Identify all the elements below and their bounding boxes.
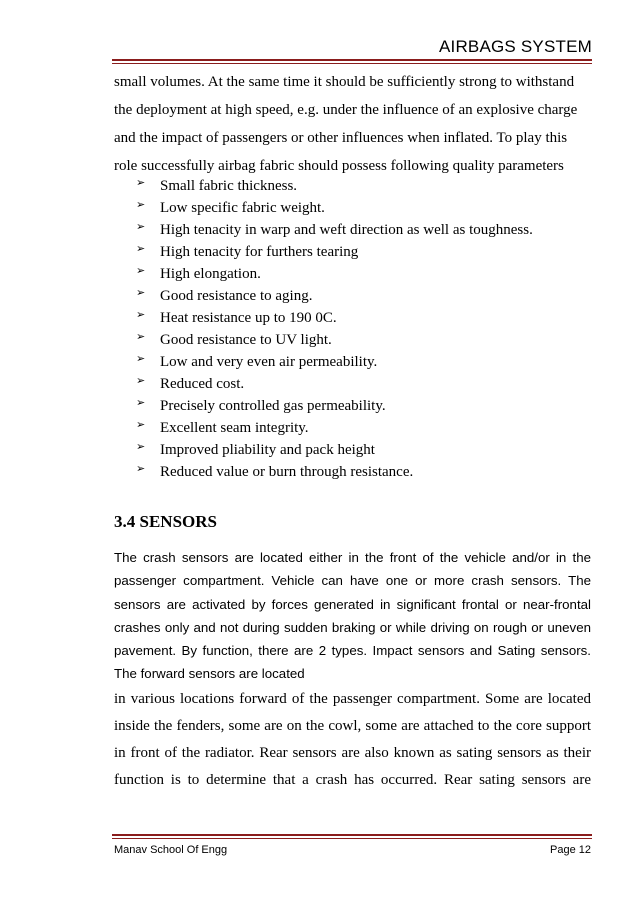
list-item-text: Heat resistance up to 190 0C. — [160, 310, 337, 326]
arrow-bullet-icon: ➢ — [136, 463, 146, 475]
footer-school-name: Manav School Of Engg — [114, 844, 228, 856]
list-item — [114, 263, 594, 285]
arrow-bullet-icon: ➢ — [136, 441, 146, 453]
section-heading: 3.4 SENSORS — [114, 512, 217, 531]
arrow-bullet-icon: ➢ — [136, 331, 146, 343]
arrow-bullet-icon: ➢ — [136, 199, 146, 211]
sensors-paragraph-serif: in various locations forward of the passenger compartment. Some are located inside the fenders, some are on the cowl, some are attached to the core support in front of the radiator. Rear sensors are also known as sating sensors as their function is to determine that a crash has occurred. Rear sating sensors are — [114, 691, 591, 788]
arrow-bullet-icon: ➢ — [136, 177, 146, 189]
list-item — [114, 395, 594, 417]
list-item-text: Improved pliability and pack height — [160, 442, 375, 458]
arrow-bullet-icon: ➢ — [136, 287, 146, 299]
intro-paragraph: small volumes. At the same time it should be sufficiently strong to withstand the deployment at high speed, e.g. under the influence of an explosive charge and the impact of passengers or other influences when inflated. To play this role successfully airbag fabric should possess following quality parameters — [114, 74, 578, 174]
sensors-paragraph-sans: The crash sensors are located either in the front of the vehicle and/or in the passenger compartment. Vehicle can have one or more crash sensors. The sensors are activated by forces generated in significant frontal or near-frontal crashes only and not during sudden braking or while driving on rough or uneven pavement. By function, there are 2 types. Impact sensors and Sating sensors. The forward sensors are located — [114, 550, 591, 682]
quality-parameters-list — [114, 175, 594, 483]
list-item — [114, 175, 594, 197]
list-item-text: Low and very even air permeability. — [160, 354, 378, 370]
arrow-bullet-icon: ➢ — [136, 353, 146, 365]
running-header: AIRBAGS SYSTEM — [438, 37, 592, 56]
list-item — [114, 351, 594, 373]
footer-page-number: Page 12 — [550, 844, 591, 856]
list-item-text: Precisely controlled gas permeability. — [160, 398, 386, 414]
list-item — [114, 417, 594, 439]
arrow-bullet-icon: ➢ — [136, 419, 146, 431]
footer-rule-thin — [112, 838, 592, 839]
list-item — [114, 373, 594, 395]
arrow-bullet-icon: ➢ — [136, 265, 146, 277]
list-item-text: Reduced cost. — [160, 376, 245, 392]
list-item — [114, 439, 594, 461]
list-item-text: Low specific fabric weight. — [160, 200, 325, 216]
list-item — [114, 461, 594, 483]
list-item-text: High tenacity for furthers tearing — [160, 244, 359, 260]
list-item — [114, 329, 594, 351]
arrow-bullet-icon: ➢ — [136, 221, 146, 233]
header-rule-thin — [112, 63, 592, 64]
list-item-text: High tenacity in warp and weft direction as well as toughness. — [160, 222, 533, 238]
list-item-text: Good resistance to UV light. — [160, 332, 332, 348]
header-rule — [112, 59, 592, 61]
footer-rule — [112, 834, 592, 836]
arrow-bullet-icon: ➢ — [136, 309, 146, 321]
arrow-bullet-icon: ➢ — [136, 397, 146, 409]
list-item — [114, 307, 594, 329]
list-item — [114, 285, 594, 307]
list-item-text: Excellent seam integrity. — [160, 420, 309, 436]
list-item-text: Small fabric thickness. — [160, 178, 298, 194]
list-item — [114, 219, 594, 241]
list-item-text: Good resistance to aging. — [160, 288, 313, 304]
arrow-bullet-icon: ➢ — [136, 375, 146, 387]
list-item-text: High elongation. — [160, 266, 261, 282]
list-item-text: Reduced value or burn through resistance. — [160, 464, 414, 480]
list-item — [114, 197, 594, 219]
list-item — [114, 241, 594, 263]
arrow-bullet-icon: ➢ — [136, 243, 146, 255]
